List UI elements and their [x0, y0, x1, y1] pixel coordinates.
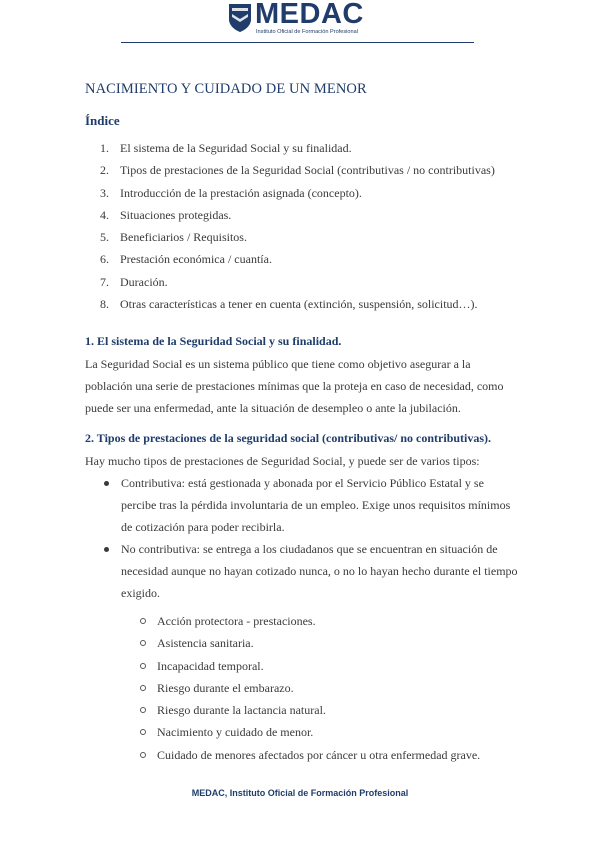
index-list: [100, 139, 495, 317]
index-item: 6. Prestación económica / cuantía.: [100, 252, 272, 267]
index-item: 7. Duración.: [100, 274, 168, 289]
section-1-heading: 1. El sistema de la Seguridad Social y su finalidad.: [85, 334, 342, 348]
list-item: No contributiva: se entrega a los ciudadanos que se encuentran en situación de necesidad aunque no hayan cotizado nunca, o no lo hayan hecho durante el tiempo exigido.: [100, 538, 518, 604]
medac-logo: [228, 2, 378, 38]
list-item: Acción protectora - prestaciones.: [138, 612, 480, 634]
index-item: 2. Tipos de prestaciones de la Seguridad Social (contributivas / no contributivas): [100, 163, 495, 178]
index-item: 5. Beneficiarios / Requisitos.: [100, 230, 247, 245]
circle-bullet-icon: [140, 707, 146, 713]
list-item: Contributiva: está gestionada y abonada por el Servicio Público Estatal y se percibe tras la pérdida involuntaria de un empleo. Exige unos requisitos mínimos de cotización para poder recibirla.: [100, 472, 518, 538]
list-item: Riesgo durante la lactancia natural.: [138, 701, 480, 723]
circle-bullet-icon: [140, 729, 146, 735]
bullet-icon: [104, 547, 109, 552]
page-header: [0, 0, 600, 44]
shield-icon: [228, 3, 252, 33]
bullet-icon: [104, 481, 109, 486]
page-title: NACIMIENTO Y CUIDADO DE UN MENOR: [85, 81, 367, 97]
accion-protectora-list: [138, 612, 480, 768]
circle-bullet-icon: [140, 685, 146, 691]
logo-wordmark: MEDAC: [255, 0, 364, 30]
logo-subtitle: Instituto Oficial de Formación Profesional: [256, 29, 358, 35]
circle-bullet-icon: [140, 663, 146, 669]
circle-bullet-icon: [140, 640, 146, 646]
list-item: Nacimiento y cuidado de menor.: [138, 723, 480, 745]
page-footer: MEDAC, Instituto Oficial de Formación Profesional: [191, 788, 409, 798]
list-item: Incapacidad temporal.: [138, 657, 480, 679]
prestaciones-list: [100, 472, 518, 604]
index-item: 1. El sistema de la Seguridad Social y su finalidad.: [100, 141, 352, 155]
list-item: Asistencia sanitaria.: [138, 634, 480, 656]
index-item: 8. Otras características a tener en cuenta (extinción, suspensión, solicitud…).: [100, 297, 478, 312]
index-item: 3. Introducción de la prestación asignada (concepto).: [100, 185, 362, 200]
list-item: Cuidado de menores afectados por cáncer u otra enfermedad grave.: [138, 746, 480, 768]
index-heading: Índice: [85, 113, 120, 128]
section-2-heading: 2. Tipos de prestaciones de la seguridad social (contributivas/ no contributivas).: [85, 431, 492, 445]
section-1-paragraph: La Seguridad Social es un sistema público que tiene como objetivo asegurar a la población una serie de prestaciones mínimas que la proteja en caso de necesidad, como puede ser una enfermedad, ante la situación de desempleo o ante la jubilación.: [85, 357, 504, 415]
list-item: Riesgo durante el embarazo.: [138, 679, 480, 701]
section-2-intro: Hay mucho tipos de prestaciones de Seguridad Social, y puede ser de varios tipos:: [85, 454, 480, 468]
header-divider: [121, 42, 474, 43]
index-item: 4. Situaciones protegidas.: [100, 207, 232, 222]
circle-bullet-icon: [140, 618, 146, 624]
circle-bullet-icon: [140, 752, 146, 758]
